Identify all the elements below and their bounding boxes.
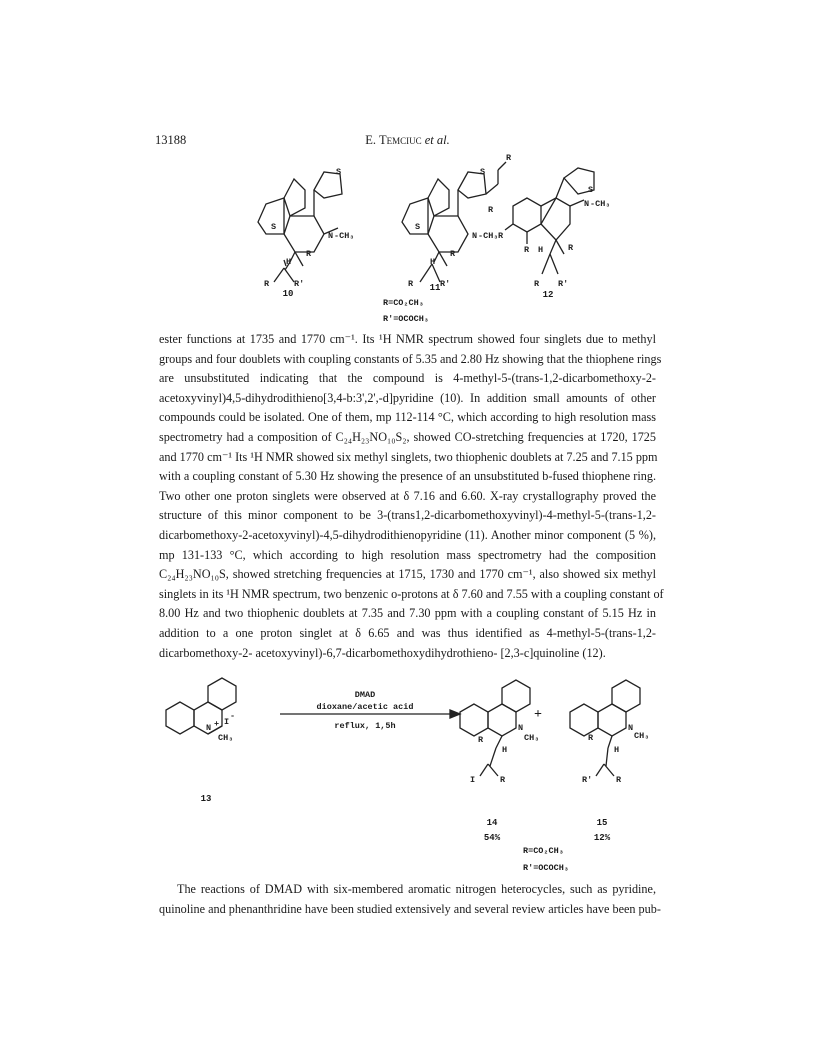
page-number: 13188 [155, 133, 187, 147]
running-head [0, 133, 815, 148]
svg-text:R: R [534, 279, 540, 289]
svg-text:R': R' [294, 279, 305, 289]
svg-text:S: S [271, 222, 277, 232]
svg-text:R: R [478, 735, 484, 745]
svg-text:I: I [470, 775, 476, 785]
svg-text:R: R [506, 153, 512, 163]
text-line: with a coupling constant of 5.30 Hz showing the presence of an unsubstituted b-fused thiophene ring. [159, 469, 656, 484]
svg-text:R: R [408, 279, 414, 289]
svg-text:H: H [286, 257, 292, 267]
text-line: groups and four doublets with coupling constants of 5.35 and 2.80 Hz showing that the thiophene rings [159, 351, 662, 366]
body-paragraph [159, 330, 664, 663]
compound-label-11: 11 [429, 283, 441, 293]
figure1-legend-r: R=CO₂CH₃ [383, 298, 424, 308]
svg-text:S: S [415, 222, 421, 232]
svg-text:R': R' [440, 279, 451, 289]
svg-text:R: R [524, 245, 530, 255]
yield-15: 12% [593, 833, 611, 843]
compound-label-12: 12 [542, 290, 554, 300]
reagent-solvent: dioxane/acetic acid [316, 702, 414, 712]
text-line: spectrometry had a composition of C₂₄H₂₃NO₁₀S₂, showed CO-stretching frequencies at 1720, 1725 [159, 429, 656, 444]
svg-text:R': R' [558, 279, 569, 289]
svg-text:R: R [306, 249, 312, 259]
text-line: addition to a one proton singlet at δ 6.65 and was thus identified as 4-methyl-5-(trans-1,2- [159, 625, 656, 640]
svg-text:CH₃: CH₃ [524, 733, 540, 743]
svg-text:N: N [472, 231, 478, 241]
svg-text:-CH₃: -CH₃ [590, 199, 611, 209]
svg-text:-CH₃: -CH₃ [334, 231, 355, 241]
svg-text:N: N [628, 723, 634, 733]
text-line: are unsubstituted indicating that the compound is 4-methyl-5-(trans-1,2-dicarbomethoxy-2- [159, 371, 656, 386]
svg-text:N: N [328, 231, 334, 241]
text-line: structure of this minor component to be 3-(trans1,2-dicarbomethoxyvinyl)-4-methyl-5-(trans-1,2- [159, 508, 656, 523]
svg-text:I: I [224, 717, 230, 727]
reaction-conditions: reflux, 1,5h [334, 721, 396, 731]
text-line: mp 131-133 °C, which according to high resolution mass spectrometry had the composition [159, 547, 656, 562]
text-line: acetoxyvinyl)4,5-dihydrodithieno[3,4-b:3',2',-d]pyridine (10). In addition small amounts of other [159, 390, 656, 405]
svg-text:+: + [214, 719, 220, 729]
svg-text:N: N [584, 199, 590, 209]
text-line: singlets in its ¹H NMR spectrum, two benzenic o-protons at δ 7.60 and 7.55 with a coupling constant of [159, 586, 664, 601]
svg-text:R: R [616, 775, 622, 785]
svg-text:-CH₃: -CH₃ [478, 231, 499, 241]
svg-text:H: H [614, 745, 620, 755]
reaction-scheme [160, 668, 680, 798]
plus-sign: + [534, 707, 542, 722]
author-name: E. Temciuc [365, 133, 422, 147]
text-line: 8.00 Hz and two thiophenic doublets at 7.35 and 7.30 ppm with a coupling constant of 5.15 Hz in [159, 606, 656, 621]
bottom-paragraph [159, 880, 661, 919]
compound-label-15: 15 [596, 818, 608, 828]
text-line: Two other one proton singlets were observed at δ 7.16 and 6.60. X-ray crystallography proved the [159, 488, 656, 503]
svg-text:R: R [450, 249, 456, 259]
structure-12 [505, 168, 594, 274]
compound-label-14: 14 [486, 818, 498, 828]
text-line: C₂₄H₂₃NO₁₀S, showed stretching frequencies at 1715, 1730 and 1770 cm⁻¹, also showed six methyl [159, 567, 656, 582]
text-line: compounds could be isolated. One of them, mp 112-114 °C, which according to high resolution mass [159, 410, 656, 425]
svg-text:R: R [264, 279, 270, 289]
scheme-legend-r-prime: R'=OCOCH₃ [523, 863, 569, 873]
compound-label-10: 10 [282, 289, 294, 299]
compound-label-13: 13 [200, 794, 212, 804]
text-line: dicarbomethoxy-2-acetoxyvinyl)-4,5-dihydrodithienopyridine (11). Another minor component (5 %), [159, 527, 656, 542]
svg-text:CH₃: CH₃ [634, 731, 650, 741]
svg-text:R: R [500, 775, 506, 785]
text-line: dicarbomethoxy-2- acetoxyvinyl)-6,7-dicarbomethoxydihydrothieno- [2,3-c]quinoline (12). [159, 645, 606, 660]
reagent-dmad: DMAD [354, 690, 376, 700]
svg-text:S: S [336, 167, 342, 177]
svg-text:R: R [488, 205, 494, 215]
svg-text:R': R' [582, 775, 593, 785]
svg-text:H: H [430, 257, 436, 267]
svg-text:CH₃: CH₃ [218, 733, 234, 743]
svg-text:S: S [588, 185, 594, 195]
svg-text:S: S [480, 167, 486, 177]
figure1-legend-r-prime: R'=OCOCH₃ [383, 314, 429, 324]
text-line: quinoline and phenanthridine have been studied extensively and several review articles have been pub- [159, 901, 661, 916]
svg-text:H: H [538, 245, 544, 255]
yield-14: 54% [483, 833, 501, 843]
svg-text:R: R [588, 733, 594, 743]
svg-text:-: - [230, 711, 236, 721]
svg-text:N: N [518, 723, 524, 733]
text-line: The reactions of DMAD with six-membered aromatic nitrogen heterocycles, such as pyridine, [177, 882, 656, 896]
svg-text:R: R [568, 243, 574, 253]
text-line: ester functions at 1735 and 1770 cm⁻¹. Its ¹H NMR spectrum showed four singlets due to methyl [159, 332, 656, 346]
text-line: and 1770 cm⁻¹ Its ¹H NMR showed six methyl singlets, two thiophenic doublets at 7.25 and 7.15 ppm [159, 449, 658, 464]
svg-text:H: H [502, 745, 508, 755]
scheme-legend-r: R=CO₂CH₃ [523, 846, 564, 856]
svg-text:R: R [498, 231, 504, 241]
svg-text:N: N [206, 723, 212, 733]
et-al: et al. [424, 133, 450, 147]
